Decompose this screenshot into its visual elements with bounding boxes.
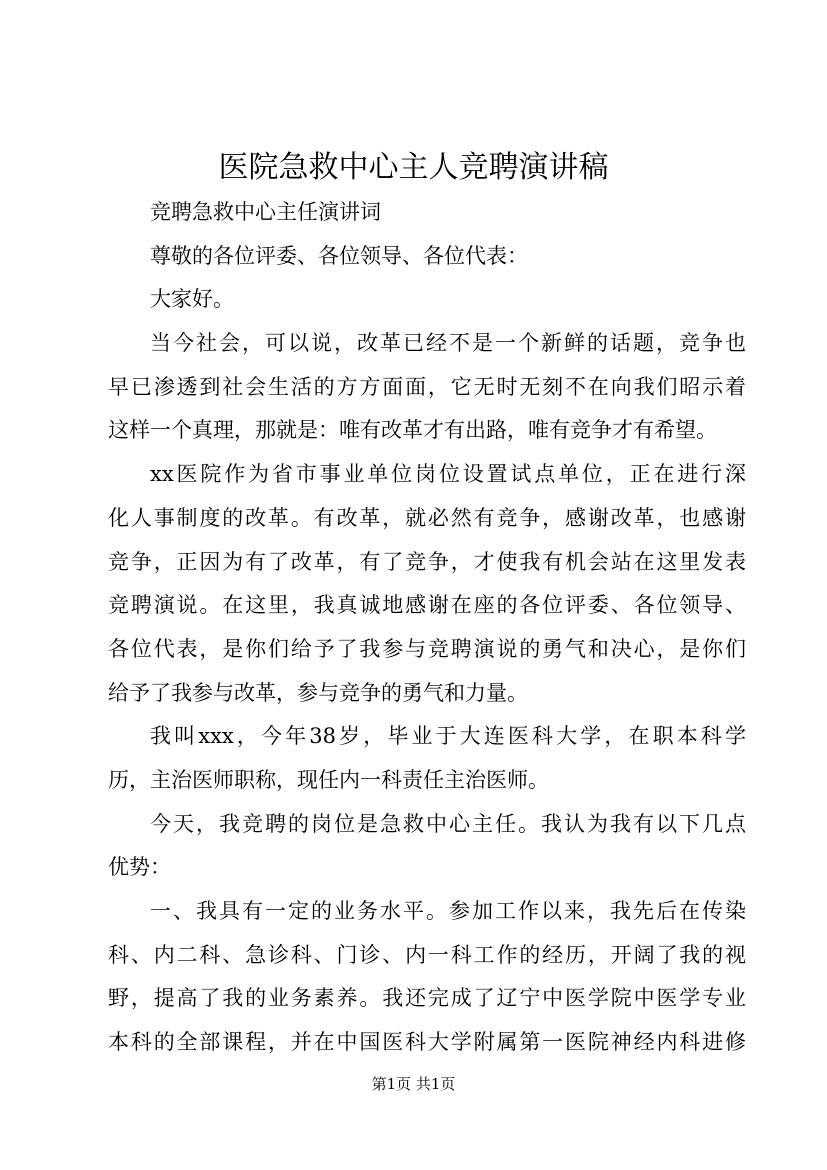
text-line: 这样一个真理，那就是：唯有改革才有出路，唯有竞争才有希望。 (108, 418, 717, 443)
page-footer: 第1页 共1页 (371, 1075, 456, 1093)
text-line: 今天，我竞聘的岗位是急救中心主任。我认为我有以下几点 (150, 811, 746, 836)
text-line: 本科的全部课程，并在中国医科大学附属第一医院神经内科进修 (108, 1030, 746, 1055)
document-title: 医院急救中心主人竞聘演讲稿 (218, 150, 609, 185)
text-line: 优势： (108, 855, 171, 880)
text-line: 大家好。 (150, 287, 234, 312)
text-line: 竞聘演说。在这里，我真诚地感谢在座的各位评委、各位领导、 (108, 593, 746, 618)
text-line: 当今社会，可以说，改革已经不是一个新鲜的话题，竞争也 (150, 331, 746, 356)
text-line: 野，提高了我的业务素养。我还完成了辽宁中医学院中医学专业 (108, 986, 746, 1011)
text-line: 化人事制度的改革。有改革，就必然有竞争，感谢改革，也感谢 (108, 505, 746, 530)
text-line: 各位代表，是你们给予了我参与竞聘演说的勇气和决心，是你们 (108, 636, 746, 661)
text-line: 竞聘急救中心主任演讲词 (150, 200, 381, 224)
document-body (108, 191, 746, 1065)
text-line: 我叫xxx，今年38岁，毕业于大连医科大学，在职本科学 (150, 724, 746, 749)
text-line: 给予了我参与改革，参与竞争的勇气和力量。 (108, 680, 528, 705)
text-line: 历，主治医师职称，现任内一科责任主治医师。 (108, 767, 549, 792)
text-line: 早已渗透到社会生活的方方面面，它无时无刻不在向我们昭示着 (108, 374, 746, 399)
text-line: 竞争，正因为有了改革，有了竞争，才使我有机会站在这里发表 (108, 549, 746, 574)
text-line: 一、我具有一定的业务水平。参加工作以来，我先后在传染 (150, 899, 746, 923)
text-line: 科、内二科、急诊科、门诊、内一科工作的经历，开阔了我的视 (108, 942, 746, 967)
text-line: 尊敬的各位评委、各位领导、各位代表： (150, 243, 528, 268)
text-line: xx医院作为省市事业单位岗位设置试点单位，正在进行深 (150, 462, 746, 487)
